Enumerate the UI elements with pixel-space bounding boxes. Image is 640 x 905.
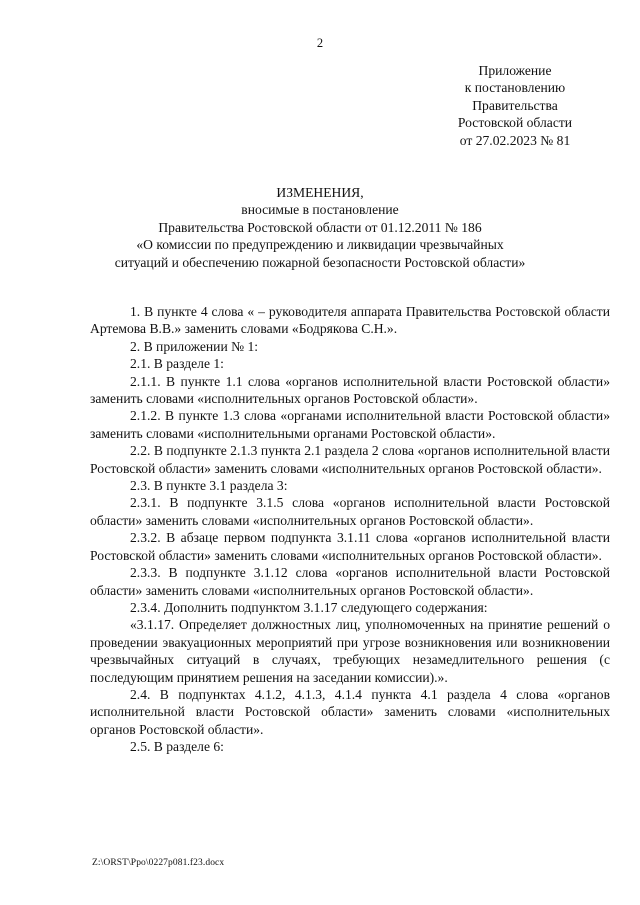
paragraph: 2.3.3. В подпункте 3.1.12 слова «органов исполнительной власти Ростовской области» заменить словами «исполнительных органов Ростовской области».: [90, 565, 610, 598]
paragraph: 1. В пункте 4 слова « – руководителя аппарата Правительства Ростовской области Артемова В.В.» заменить словами «Бодрякова С.Н.».: [90, 304, 610, 337]
paragraph: 2.3.1. В подпункте 3.1.5 слова «органов исполнительной власти Ростовской области» заменить словами «исполнительных органов Ростовской области».: [90, 495, 610, 528]
title-line: ситуаций и обеспечению пожарной безопасности Ростовской области»: [114, 254, 526, 270]
paragraph: 2.2. В подпункте 2.1.3 пункта 2.1 раздела 2 слова «органов исполнительной власти Ростовской области» заменить словами «исполнительных органов Ростовской области».: [90, 443, 610, 476]
appendix-date-number: от 27.02.2023 № 81: [459, 132, 571, 148]
paragraph: 2.3.2. В абзаце первом подпункта 3.1.11 слова «органов исполнительной власти Ростовской области» заменить словами «исполнительных органов Ростовской области».: [90, 530, 610, 563]
appendix-line: Приложение: [478, 63, 552, 78]
paragraph: 2.1.2. В пункте 1.3 слова «органами исполнительной власти Ростовской области» заменить словами «исполнительными органами Ростовской области».: [90, 408, 610, 441]
paragraph: 2.1.1. В пункте 1.1 слова «органов исполнительной власти Ростовской области» заменить словами «исполнительных органов Ростовской области».: [90, 373, 610, 407]
footer-file-path: Z:\ORST\Ppo\0227p081.f23.docx: [92, 858, 225, 868]
document-body: [90, 303, 610, 756]
appendix-line: Правительства: [472, 97, 558, 113]
title-line: вносимые в постановление: [241, 202, 399, 218]
paragraph: 2.3. В пункте 3.1 раздела 3:: [130, 478, 288, 494]
title-line: Правительства Ростовской области от 01.12.2011 № 186: [158, 219, 482, 235]
paragraph: 2.1. В разделе 1:: [130, 356, 224, 372]
appendix-block: [440, 62, 590, 149]
appendix-line: Ростовской области: [457, 115, 573, 131]
paragraph: 2.3.4. Дополнить подпунктом 3.1.17 следующего содержания:: [130, 599, 488, 615]
title-line: «О комиссии по предупреждению и ликвидации чрезвычайных: [136, 237, 504, 253]
paragraph: 2. В приложении № 1:: [130, 338, 259, 354]
paragraph-quoted-addition: «3.1.17. Определяет должностных лиц, уполномоченных на принятие решений о проведении эвакуационных мероприятий при угрозе возникновения или возникновении чрезвычайных ситуаций в случаях, требующих незамедлительного решения (с последующим принятием решения на заседании комиссии).».: [90, 617, 610, 685]
document-title: [60, 184, 580, 271]
paragraph: 2.4. В подпунктах 4.1.2, 4.1.3, 4.1.4 пункта 4.1 раздела 4 слова «органов исполнительной власти Ростовской области» заменить словами «исполнительных органов Ростовской области».: [90, 686, 610, 737]
title-heading: ИЗМЕНЕНИЯ,: [276, 185, 364, 200]
appendix-line: к постановлению: [464, 80, 566, 96]
paragraph: 2.5. В разделе 6:: [130, 739, 224, 755]
page-number: 2: [316, 36, 324, 50]
